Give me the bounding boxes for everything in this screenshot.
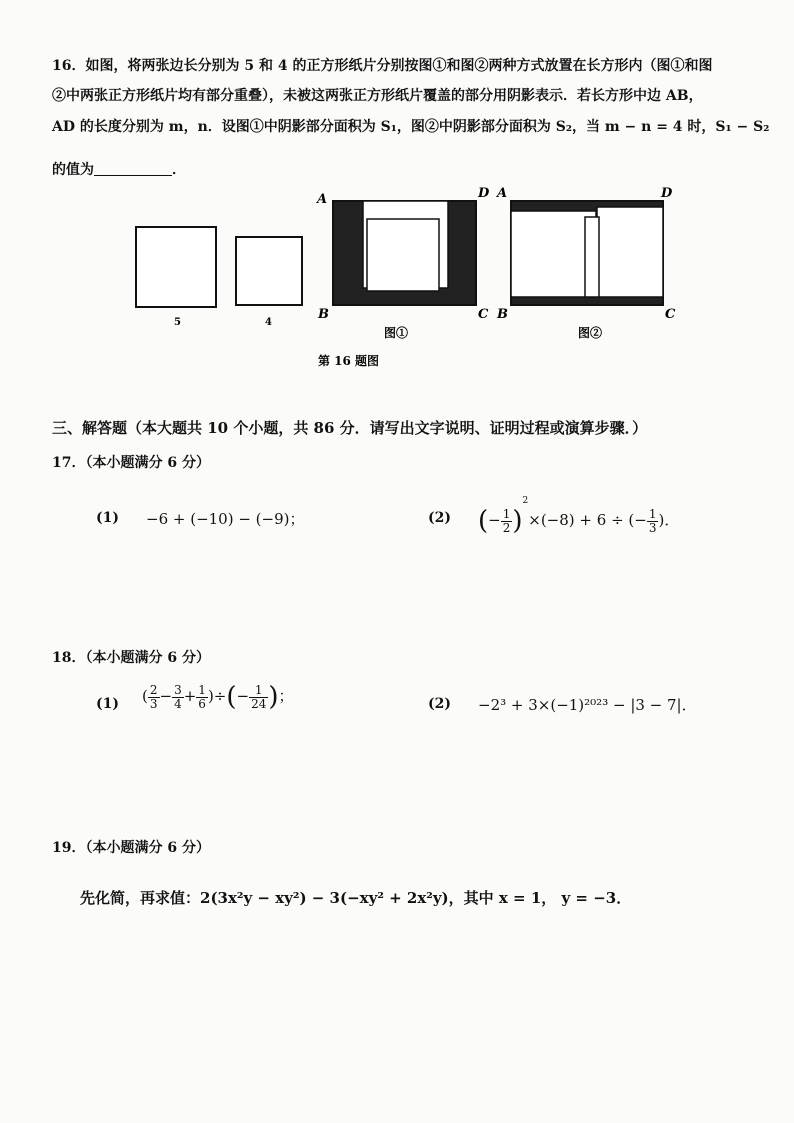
q19-header: 19．（本小题满分 6 分） (52, 840, 210, 856)
label-sq4: 4 (265, 317, 272, 328)
q18-p1-expr: ( $\frac{2}{3}$ − $\frac{3}{4}$ + $\frac{1}{6}$ )÷(− $\frac{1}{24}$ )； (142, 682, 294, 712)
figure-2 (495, 186, 676, 340)
q16-line3: AD 的长度分别为 m，n．设图①中阴影部分面积为 S₁，图②中阴影部分面积为 S₂，当 m − n = 4 时，S₁ − S₂ (52, 119, 770, 135)
q17-p2-end: )． (658, 511, 680, 529)
square-4 (236, 237, 302, 305)
q18-p2-expr: −2³ + 3×(−1)²⁰²³ − |3 − 7|． (478, 696, 697, 714)
q17-p2-mid: ×(−8) + 6 ÷ (− (528, 511, 647, 529)
q17-header: 17．（本小题满分 6 分） (52, 455, 210, 471)
q16-line4-end: ． (172, 162, 186, 178)
q18-p1-label: (1) (96, 696, 119, 712)
fig2-square-4 (597, 207, 663, 297)
q18-header: 18．（本小题满分 6 分） (52, 650, 210, 666)
q17-p1-label: (1) (96, 510, 119, 526)
q16-line1-text: 如图，将两张边长分别为 5 和 4 的正方形纸片分别按图①和图②两种方式放置在长方形内（图①和图 (85, 58, 713, 74)
q17-p2-label: (2) (428, 510, 451, 526)
q17-p2-expr: (− $\frac{1}{2}$ )$^2$×(−8) + 6 ÷ (− $\frac{1}{3}$ )． (478, 496, 680, 536)
figure-1 (315, 186, 490, 340)
q16-number: 16． (52, 58, 86, 74)
fig2-C: C (665, 307, 676, 322)
q18-p1-end: ； (278, 687, 294, 705)
fig2-square-5 (511, 211, 596, 297)
q16-figure (0, 185, 794, 385)
fig1-C: C (478, 307, 489, 322)
fig2-A: A (497, 186, 508, 201)
fig1-D: D (478, 186, 490, 201)
answer-blank[interactable] (94, 161, 172, 176)
q18-p2-label: (2) (428, 696, 451, 712)
fraction-neg-half: $\frac{1}{2}$ (502, 506, 511, 535)
fig2-caption: 图② (578, 326, 603, 340)
q17-p1-expr: −6 + (−10) − (−9)； (146, 510, 305, 528)
fig1-caption: 图① (384, 326, 409, 340)
q16-line2: ②中两张正方形纸片均有部分重叠），未被这两张正方形纸片覆盖的部分用阴影表示．若长方形中边 AB， (52, 88, 703, 104)
q19-text: 先化简，再求值：2(3x²y − xy²) − 3(−xy² + 2x²y)，其中 x = 1， y = −3． (80, 889, 632, 907)
label-sq5: 5 (174, 317, 181, 328)
fig2-B: B (497, 307, 508, 322)
fig1-B: B (318, 307, 329, 322)
figure-caption: 第 16 题图 (318, 354, 380, 368)
q16-line4-text: 的值为 (52, 162, 94, 178)
fig1-square-4 (367, 219, 439, 291)
section-3-title: 三、解答题（本大题共 10 个小题，共 86 分．请写出文字说明、证明过程或演算步骤．） (52, 419, 648, 437)
fig2-overlap (585, 217, 599, 297)
fig1-A: A (317, 192, 328, 207)
fraction-third: $\frac{1}{3}$ (648, 506, 657, 535)
fig2-D: D (661, 186, 673, 201)
q16-line1 (52, 56, 712, 76)
square-5 (136, 227, 216, 307)
q16-line4 (52, 160, 186, 180)
